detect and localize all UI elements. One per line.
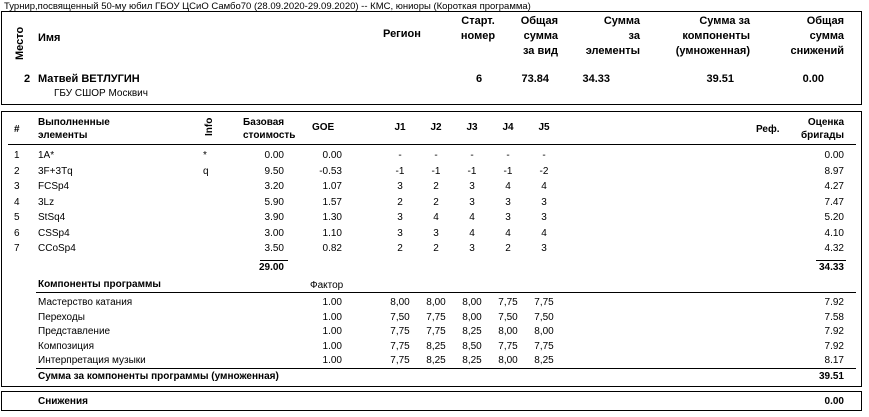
element-judge-score: 2 (397, 243, 403, 254)
component-judge-score: 7,75 (534, 297, 554, 308)
components-sum-header: Сумма за компоненты (умноженная) (675, 15, 750, 57)
component-judge-score: 8,25 (534, 355, 554, 366)
element-panel-score: 8.97 (824, 165, 844, 177)
component-judge-score: 7,75 (390, 340, 410, 352)
element-judge-score: 3 (397, 212, 403, 223)
element-judge-score: 4 (469, 212, 475, 223)
component-factor: 1.00 (322, 340, 342, 352)
element-judge-score: 2 (433, 181, 439, 192)
skater-tes: 34.33 (582, 73, 610, 85)
element-judge-score: - (470, 150, 474, 161)
component-judge-score: 7,75 (498, 340, 518, 352)
start-no-header: Старт. номер (460, 15, 496, 42)
component-judge-score: 8,25 (426, 340, 446, 352)
element-judge-score: - (542, 150, 546, 161)
base-total-line (260, 260, 288, 261)
total-segment-header: Общая сумма за вид (520, 15, 558, 57)
component-judge-score: 8,00 (498, 326, 518, 337)
component-judge-score: 7,75 (534, 340, 554, 352)
element-panel-score: 4.32 (824, 243, 844, 254)
element-base-value: 3.00 (264, 227, 284, 239)
skater-total: 73.84 (521, 73, 549, 85)
name-header: Имя (38, 32, 61, 44)
element-judge-score: - (506, 150, 510, 161)
element-judge-score: 3 (397, 227, 403, 239)
element-panel-score: 5.20 (824, 212, 844, 223)
element-number: 6 (14, 227, 20, 239)
component-judge-score: 8,00 (426, 297, 446, 308)
element-code: StSq4 (38, 212, 66, 223)
component-judge-score: 8,25 (462, 326, 482, 337)
element-code: 1A* (38, 150, 55, 161)
component-score: 7.92 (824, 297, 844, 308)
element-code: CCoSp4 (38, 243, 76, 254)
deductions-header: Общая сумма снижений (790, 15, 844, 57)
base-header: Базовая стоимость (243, 117, 296, 141)
panel-header: Оценка бригады (800, 117, 844, 141)
element-panel-score: 4.10 (824, 227, 844, 239)
element-judge-score: 3 (505, 212, 511, 223)
element-code: 3Lz (38, 196, 55, 208)
component-judge-score: 7,75 (390, 326, 410, 337)
component-name: Интерпретация музыки (38, 355, 146, 366)
element-judge-score: 2 (397, 196, 403, 208)
element-judge-score: 4 (541, 227, 547, 239)
component-judge-score: 7,75 (426, 311, 446, 323)
element-judge-score: 2 (433, 196, 439, 208)
element-panel-score: 0.00 (824, 150, 844, 161)
component-score: 8.17 (824, 355, 844, 366)
element-code: CSSp4 (38, 227, 70, 239)
element-judge-score: 4 (433, 212, 439, 223)
element-number: 2 (14, 165, 20, 177)
pcs-total-label: Сумма за компоненты программы (умноженная) (38, 371, 279, 382)
element-judge-score: 3 (541, 243, 547, 254)
factor-header: Фактор (310, 280, 344, 291)
component-factor: 1.00 (322, 355, 342, 366)
element-panel-score: 7.47 (824, 196, 844, 208)
element-number: 5 (14, 212, 20, 223)
component-judge-score: 7,50 (534, 311, 554, 323)
component-score: 7.92 (824, 340, 844, 352)
components-title: Компоненты программы (38, 279, 161, 290)
element-judge-score: 3 (469, 181, 475, 192)
element-base-value: 3.90 (264, 212, 284, 223)
judge-header-3: J3 (466, 122, 478, 133)
judge-header-1: J1 (394, 122, 406, 133)
tes-total: 34.33 (818, 262, 844, 273)
element-base-value: 9.50 (264, 165, 284, 177)
skater-name: Матвей ВЕТЛУГИН (38, 73, 140, 85)
element-judge-score: -2 (539, 165, 549, 177)
pcs-total-divider (36, 368, 856, 369)
element-judge-score: - (434, 150, 438, 161)
judge-header-4: J4 (502, 122, 514, 133)
elements-sum-header: Сумма за элементы (585, 15, 640, 57)
judge-header-2: J2 (430, 122, 442, 133)
element-number: 1 (14, 150, 20, 161)
element-judge-score: 4 (505, 181, 511, 192)
element-judge-score: 4 (469, 227, 475, 239)
element-judge-score: -1 (503, 165, 513, 177)
element-code: 3F+3Tq (38, 165, 73, 177)
ref-header: Реф. (756, 124, 780, 135)
component-name: Представление (38, 326, 111, 337)
skater-club: ГБУ СШОР Москвич (54, 88, 148, 99)
element-judge-score: -1 (467, 165, 477, 177)
num-header: # (14, 124, 20, 135)
component-judge-score: 7,50 (390, 311, 410, 323)
element-judge-score: 4 (541, 181, 547, 192)
component-judge-score: 8,00 (390, 297, 410, 308)
element-panel-score: 4.27 (824, 181, 844, 192)
component-factor: 1.00 (322, 311, 342, 323)
component-score: 7.92 (824, 326, 844, 337)
component-score: 7.58 (824, 311, 844, 323)
base-total: 29.00 (258, 262, 284, 273)
element-judge-score: 3 (505, 196, 511, 208)
goe-header: GOE (312, 122, 335, 133)
element-judge-score: -1 (431, 165, 441, 177)
tes-total-line (816, 260, 846, 261)
element-judge-score: 3 (541, 196, 547, 208)
element-base-value: 0.00 (264, 150, 284, 161)
skater-start-no: 6 (476, 73, 483, 85)
component-factor: 1.00 (322, 326, 342, 337)
element-goe: 0.00 (322, 150, 342, 161)
component-judge-score: 7,75 (426, 326, 446, 337)
skater-rank: 2 (24, 73, 31, 85)
element-goe: -0.53 (319, 165, 342, 177)
component-judge-score: 8,50 (462, 340, 482, 352)
element-goe: 1.30 (322, 212, 342, 223)
element-base-value: 5.90 (264, 196, 284, 208)
region-header: Регион (383, 28, 421, 40)
component-name: Мастерство катания (38, 297, 133, 308)
element-info: q (203, 165, 209, 177)
element-judge-score: 3 (541, 212, 547, 223)
component-judge-score: 8,00 (462, 297, 482, 308)
deductions-box (1, 391, 862, 411)
element-base-value: 3.20 (264, 181, 284, 192)
component-judge-score: 7,50 (498, 311, 518, 323)
components-divider (36, 292, 856, 293)
place-header: Место (14, 26, 26, 60)
element-judge-score: 3 (469, 243, 475, 254)
deductions-total: 0.00 (824, 396, 844, 407)
header-divider (8, 144, 856, 145)
element-judge-score: - (398, 150, 402, 161)
element-number: 7 (14, 243, 20, 254)
element-code: FCSp4 (38, 181, 70, 192)
event-title: Турнир,посвященный 50-му юбил ГБОУ ЦСиО Самбо70 (28.09.2020-29.09.2020) -- КМС, юниоры (Короткая программа) (4, 1, 531, 12)
element-goe: 1.10 (322, 227, 342, 239)
component-judge-score: 7,75 (390, 355, 410, 366)
element-number: 4 (14, 196, 20, 208)
component-judge-score: 8,25 (426, 355, 446, 366)
element-base-value: 3.50 (264, 243, 284, 254)
skater-ded: 0.00 (802, 73, 824, 85)
element-number: 3 (14, 181, 20, 192)
element-judge-score: 4 (505, 227, 511, 239)
component-judge-score: 8,00 (498, 355, 518, 366)
component-name: Переходы (38, 311, 85, 323)
element-goe: 1.07 (322, 181, 342, 192)
component-judge-score: 8,25 (462, 355, 482, 366)
element-goe: 1.57 (322, 196, 342, 208)
pcs-total: 39.51 (818, 371, 844, 382)
element-judge-score: 2 (505, 243, 511, 254)
judge-header-5: J5 (538, 122, 550, 133)
component-factor: 1.00 (322, 297, 342, 308)
executed-header: Выполненные элементы (38, 117, 110, 141)
element-judge-score: 3 (397, 181, 403, 192)
info-header: Info (204, 117, 215, 136)
component-name: Композиция (38, 340, 95, 352)
element-judge-score: 2 (433, 243, 439, 254)
component-judge-score: 8,00 (534, 326, 554, 337)
element-judge-score: 3 (469, 196, 475, 208)
element-goe: 0.82 (322, 243, 342, 254)
element-judge-score: 3 (433, 227, 439, 239)
component-judge-score: 7,75 (498, 297, 518, 308)
skater-pcs: 39.51 (706, 73, 734, 85)
component-judge-score: 8,00 (462, 311, 482, 323)
element-info: * (203, 150, 207, 161)
deductions-label: Снижения (38, 396, 88, 407)
element-judge-score: -1 (395, 165, 405, 177)
